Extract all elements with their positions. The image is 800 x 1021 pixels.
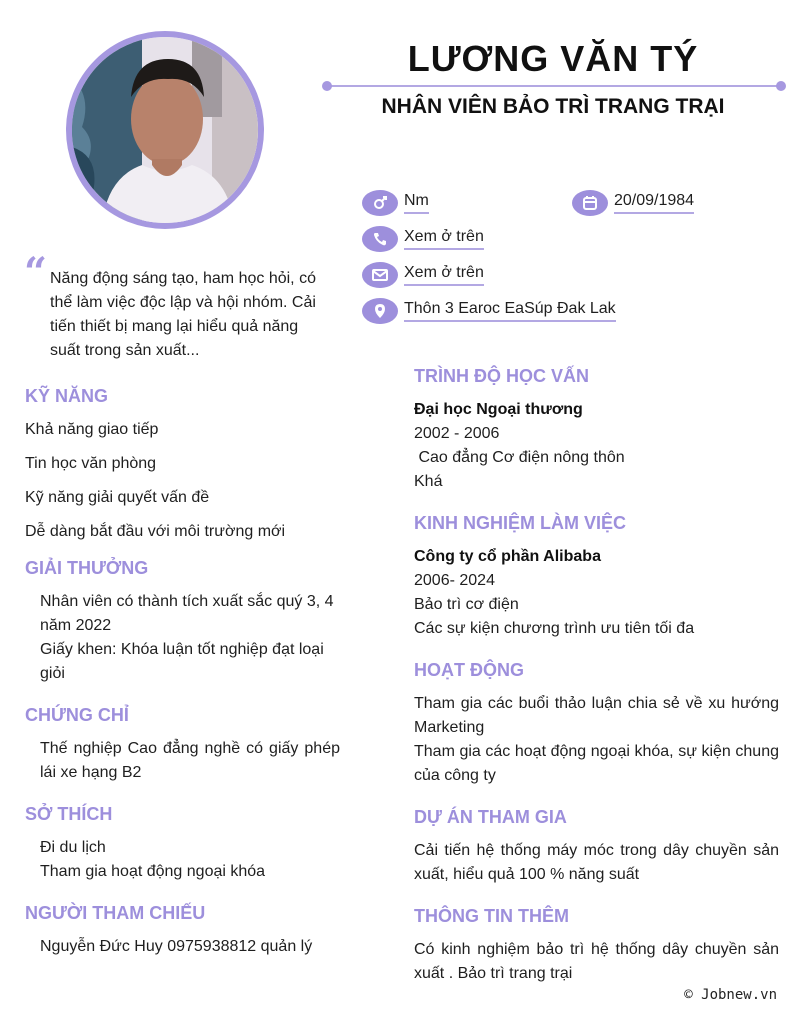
location-icon (362, 298, 398, 324)
references-title: NGƯỜI THAM CHIẾU (25, 903, 206, 923)
calendar-icon (572, 190, 608, 216)
skill-item: Kỹ năng giải quyết vấn đề (25, 489, 210, 506)
experience-position: Bảo trì cơ điện (414, 596, 519, 613)
candidate-name: LƯƠNG VĂN TÝ (407, 38, 699, 79)
skill-item: Khả năng giao tiếp (25, 421, 159, 438)
quote-icon: “ (24, 249, 48, 296)
gender-icon (362, 190, 398, 216)
skill-item: Dễ dàng bắt đầu với môi trường mới (25, 523, 286, 540)
education-major: Cao đẳng Cơ điện nông thôn (414, 449, 625, 466)
certificates-text: Thế nghiệp Cao đẳng nghề có giấy phép lái xe hạng B2 (40, 740, 340, 781)
contact-gender (362, 190, 429, 216)
contact-birthday (572, 190, 694, 216)
avatar (66, 31, 264, 229)
skills-title: KỸ NĂNG (25, 386, 109, 406)
projects-text: Cải tiến hệ thống máy móc trong dây chuyền sản xuất, hiểu quả 100 % năng suất (414, 842, 779, 883)
phone-value[interactable]: Xem ở trên (404, 228, 484, 250)
activity-item: Tham gia các hoạt động ngoại khóa, sự kiện chung của công ty (414, 743, 779, 784)
email-icon (362, 262, 398, 288)
hobby-item: Đi du lịch (40, 839, 106, 856)
job-title: NHÂN VIÊN BẢO TRÌ TRANG TRẠI (381, 95, 725, 118)
education-school: Đại học Ngoại thương (414, 401, 583, 418)
experience-detail: Các sự kiện chương trình ưu tiên tối đa (414, 620, 695, 637)
contact-phone (362, 226, 484, 252)
additional-text: Có kinh nghiệm bảo trì hệ thống dây chuyền sản xuất . Bảo trì trang trại (414, 941, 779, 982)
awards-title: GIẢI THƯỞNG (25, 558, 149, 578)
references-text: Nguyễn Đức Huy 0975938812 quản lý (40, 938, 313, 955)
watermark: © Jobnew.vn (684, 987, 777, 1003)
gender-value: Nm (404, 192, 429, 214)
experience-period: 2006- 2024 (414, 572, 495, 589)
contact-address (362, 298, 616, 324)
experience-title: KINH NGHIỆM LÀM VIỆC (414, 513, 627, 533)
awards-text: Nhân viên có thành tích xuất sắc quý 3, 4 năm 2022 Giấy khen: Khóa luận tốt nghiệp đạt loại giỏi (40, 593, 334, 682)
hobby-item: Tham gia hoạt động ngoại khóa (40, 863, 266, 880)
contact-email (362, 262, 484, 288)
projects-title: DỰ ÁN THAM GIA (414, 807, 567, 827)
experience-company: Công ty cổ phần Alibaba (414, 548, 601, 565)
birthday-value: 20/09/1984 (614, 192, 694, 214)
additional-title: THÔNG TIN THÊM (414, 906, 569, 926)
certificates-title: CHỨNG CHỈ (25, 705, 129, 725)
profile-photo (72, 37, 258, 223)
skill-item: Tin học văn phòng (25, 455, 157, 472)
education-title: TRÌNH ĐỘ HỌC VẤN (414, 366, 589, 386)
phone-icon (362, 226, 398, 252)
email-value[interactable]: Xem ở trên (404, 264, 484, 286)
activities-title: HOẠT ĐỘNG (414, 660, 524, 680)
activity-item: Tham gia các buổi thảo luận chia sẻ về xu hướng Marketing (414, 695, 779, 736)
education-grade: Khá (414, 473, 443, 490)
education-period: 2002 - 2006 (414, 425, 500, 442)
address-value: Thôn 3 Earoc EaSúp Đak Lak (404, 300, 616, 322)
name-divider (326, 85, 782, 87)
hobbies-title: SỞ THÍCH (25, 804, 113, 824)
career-objective: Năng động sáng tạo, ham học hỏi, có thể làm việc độc lập và hội nhóm. Cải tiến thiết bị mang lại hiểu quả năng suất trong sản xuất... (50, 270, 316, 359)
